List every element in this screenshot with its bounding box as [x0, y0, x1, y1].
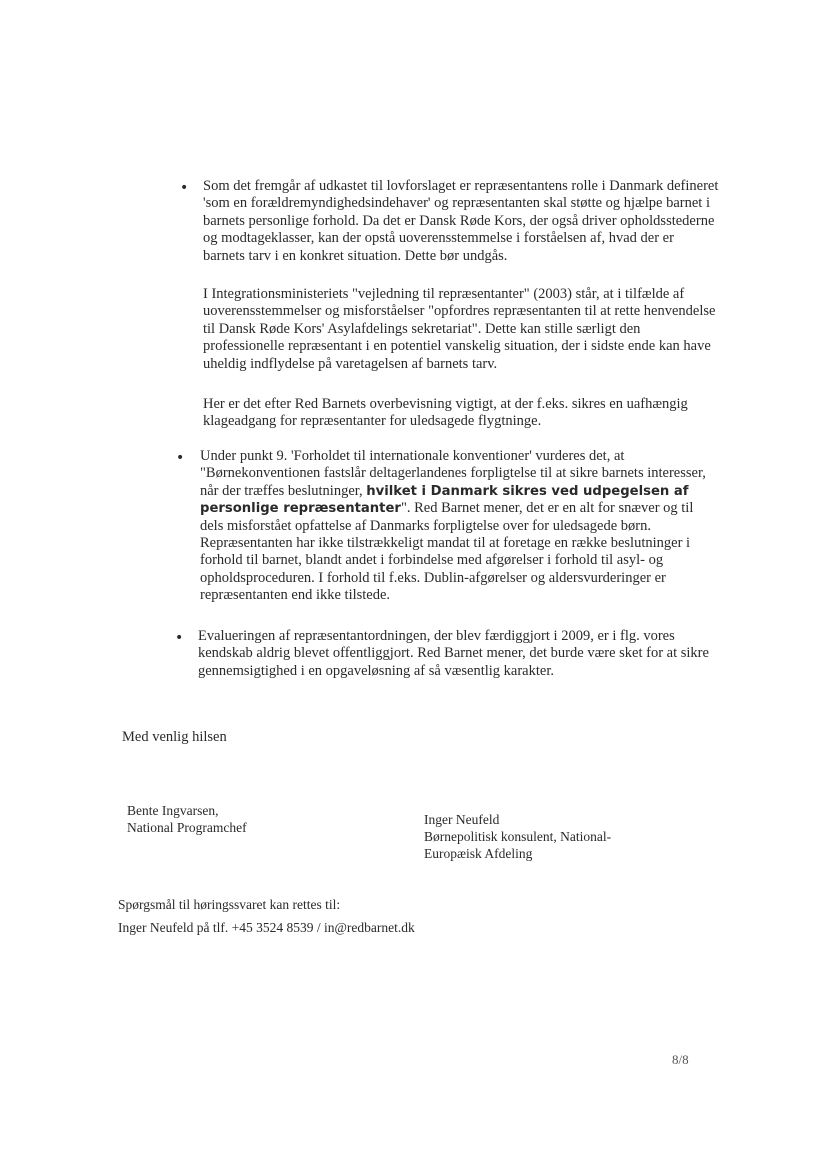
signature-right-name: Inger Neufeld [424, 812, 500, 827]
page-number: 8/8 [672, 1052, 689, 1067]
signature-left [127, 802, 247, 836]
bullet-marker: • [176, 450, 185, 466]
bullet-2-text-end: ". Red Barnet mener, det er en alt for snæver og til dels misforstået opfattelse af Danmarks forpligtelse over for uledsagede børn. Repræsentanten har ikke tilstrækkeligt mandat til at foretage en række beslutninger i forhold til barnet, blandt andet i forbindelse med afgørelser i forhold til asyl- og opholdsproceduren. I forhold til f.eks. Dublin-afgørelser og aldersvurderinger er repræsentanten end ikke tilstede. [200, 500, 694, 604]
contact-line-1: Spørgsmål til høringssvaret kan rettes til: [118, 897, 341, 912]
signature-left-name: Bente Ingvarsen, [127, 803, 219, 818]
contact-info [118, 893, 415, 939]
bullet-1-paragraph-2: I Integrationsministeriets "vejledning til repræsentanter" (2003) står, at i tilfælde af uoverensstemmelser og misforståelser "opfordres repræsentanten til at rette henvendelse til Dansk Røde Kors' Asylafdelings sekretariat". Dette kan stille særligt den professionelle repræsentant i en potentiel vanskelig situation, der i sidste ende kan have uheldig indflydelse på varetagelsen af barnets tarv. [203, 286, 716, 372]
contact-line-2: Inger Neufeld på tlf. +45 3524 8539 / in@redbarnet.dk [118, 920, 415, 935]
bullet-marker: • [175, 630, 184, 646]
bullet-1-paragraph-1: Som det fremgår af udkastet til lovforslaget er repræsentantens rolle i Danmark defineret 'som en forældremyndighedsindehaver' og repræsentanten skal støtte og hjælpe barnet i barnets personlige forhold. Da det er Dansk Røde Kors, der også driver opholdsstederne og modtageklasser, kan der opstå uoverensstemmelse i forståelsen af, hvad der er barnets tarv i en konkret situation. Dette bør undgås. [203, 178, 719, 264]
bullet-2-emphasis: hvilket i Danmark sikres ved udpegelsen af personlige repræsentanter [200, 483, 689, 517]
closing-greeting: Med venlig hilsen [122, 729, 227, 745]
signature-left-title: National Programchef [127, 820, 247, 835]
signature-right-title-2: Europæisk Afdeling [424, 846, 533, 861]
bullet-2-paragraph [200, 448, 716, 605]
signature-right [424, 811, 611, 862]
signature-right-title-1: Børnepolitisk konsulent, National- [424, 829, 612, 844]
bullet-marker: • [180, 180, 189, 196]
bullet-1-paragraph-3: Her er det efter Red Barnets overbevisning vigtigt, at der f.eks. sikres en uafhængig klageadgang for repræsentanter for uledsagede flygtninge. [203, 396, 688, 430]
bullet-2-text-start: Under punkt 9. 'Forholdet til internationale konventioner' vurderes det, at "Børnekonventionen fastslår deltagerlandenes forpligtelse til at sikre barnets interesser, når der træffes beslutninger, [200, 448, 706, 499]
bullet-3-paragraph: Evalueringen af repræsentantordningen, der blev færdiggjort i 2009, er i flg. vores kendskab aldrig blevet offentliggjort. Red Barnet mener, det burde være sket for at sikre gennemsigtighed i en opgaveløsning af så væsentlig karakter. [198, 628, 709, 679]
